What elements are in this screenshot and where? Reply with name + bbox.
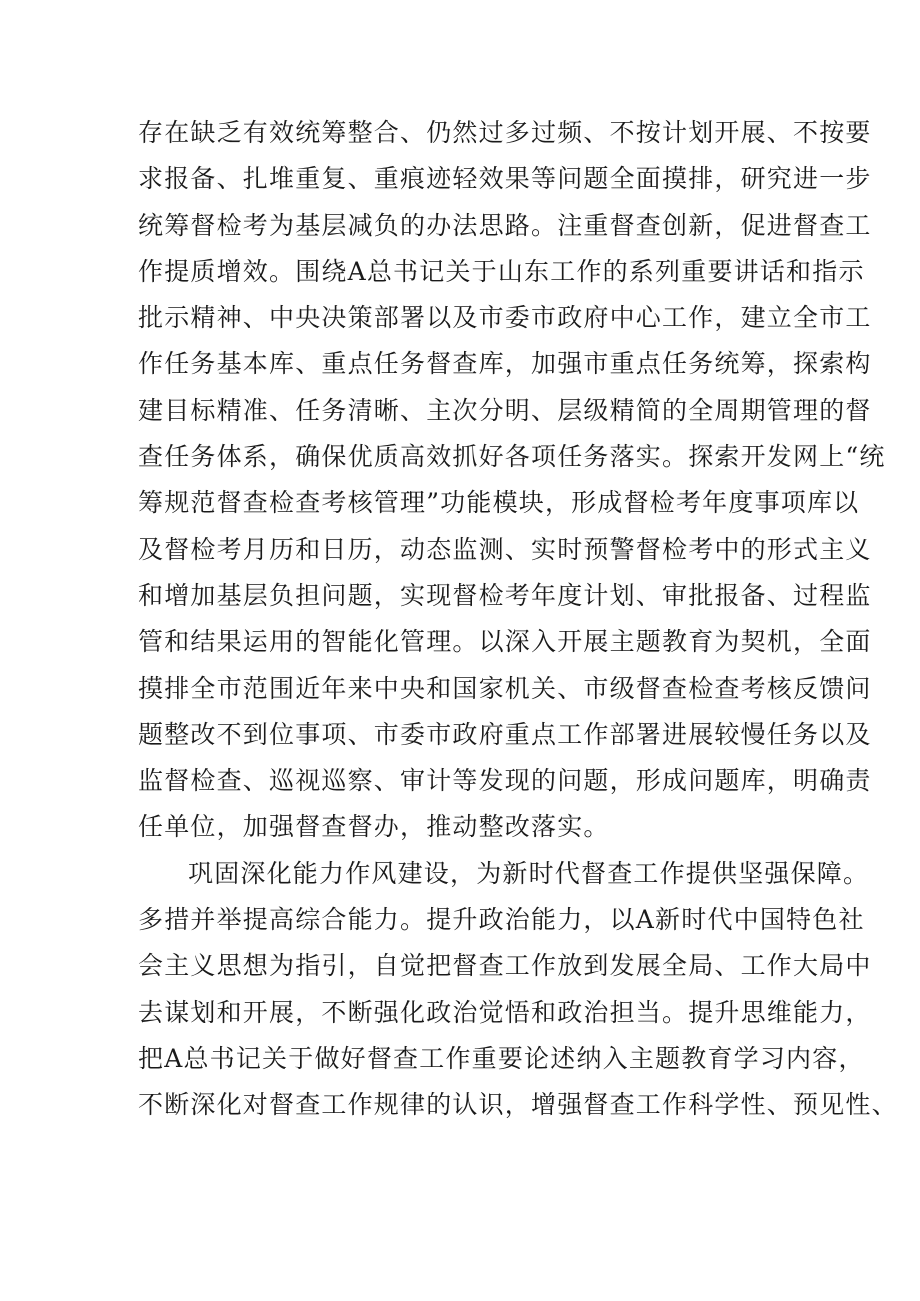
text-line: 题整改不到位事项、市委市政府重点工作部署进展较慢任务以及 xyxy=(138,719,872,749)
text-line: 去谋划和开展，不断强化政治觉悟和政治担当。提升思维能力， xyxy=(138,997,872,1027)
text-line: 查任务体系，确保优质高效抓好各项任务落实。探索开发网上“统 xyxy=(138,442,886,472)
text-line: 求报备、扎堆重复、重痕迹轻效果等问题全面摸排，研究进一步 xyxy=(138,164,872,194)
text-line: 统筹督检考为基层减负的办法思路。注重督查创新，促进督查工 xyxy=(138,210,872,240)
text-line: 建目标精准、任务清晰、主次分明、层级精简的全周期管理的督 xyxy=(138,395,872,425)
paragraph-heading-line: 巩固深化能力作风建设，为新时代督查工作提供坚强保障。 xyxy=(188,858,870,888)
text-line: 存在缺乏有效统筹整合、仍然过多过频、不按计划开展、不按要 xyxy=(138,118,872,147)
text-line: 和增加基层负担问题，实现督检考年度计划、审批报备、过程监 xyxy=(138,580,872,610)
text-line: 不断深化对督查工作规律的认识，增强督查工作科学性、预见性、 xyxy=(138,1090,898,1120)
document-body xyxy=(138,110,898,1129)
text-line: 批示精神、中央决策部署以及市委市政府中心工作，建立全市工 xyxy=(138,303,872,333)
text-line: 管和结果运用的智能化管理。以深入开展主题教育为契机，全面 xyxy=(138,627,872,657)
text-line: 把A总书记关于做好督查工作重要论述纳入主题教育学习内容， xyxy=(138,1043,865,1073)
text-line: 任单位，加强督查督办，推动整改落实。 xyxy=(138,812,610,842)
text-line: 摸排全市范围近年来中央和国家机关、市级督查检查考核反馈问 xyxy=(138,673,872,703)
text-line: 筹规范督查检查考核管理”功能模块，形成督检考年度事项库以 xyxy=(138,488,860,518)
text-line: 及督检考月历和日历，动态监测、实时预警督检考中的形式主义 xyxy=(138,534,872,564)
text-line: 作任务基本库、重点任务督查库，加强市重点任务统筹，探索构 xyxy=(138,349,872,379)
text-line: 作提质增效。围绕A总书记关于山东工作的系列重要讲话和指示 xyxy=(138,256,865,286)
text-line: 多措并举提高综合能力。提升政治能力，以A新时代中国特色社 xyxy=(138,905,865,935)
text-line: 监督检查、巡视巡察、审计等发现的问题，形成问题库，明确责 xyxy=(138,766,872,796)
text-line: 会主义思想为指引，自觉把督查工作放到发展全局、工作大局中 xyxy=(138,951,872,981)
